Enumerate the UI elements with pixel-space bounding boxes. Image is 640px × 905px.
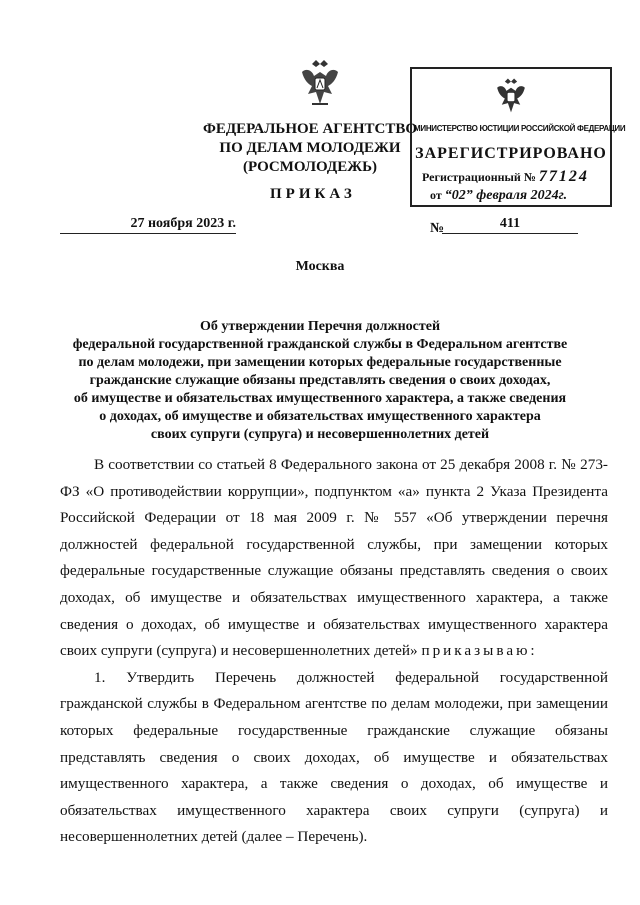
document-body [60,452,608,851]
order-number-label: № [430,221,445,236]
coat-of-arms-emblem [298,58,342,110]
title-line: об имуществе и обязательствах имущественного характера, а также сведения [73,391,567,406]
title-line: по делам молодежи, при замещении которых федеральные государственные [78,355,562,370]
title-line: федеральной государственной гражданской службы в Федеральном агентстве [72,337,568,352]
stamp-reg-value: 77124 [538,168,589,185]
stamp-status: ЗАРЕГИСТРИРОВАНО [415,145,607,162]
agency-name [200,120,420,177]
preamble-paragraph [60,452,608,665]
city: Москва [295,259,345,274]
agency-line-1: ФЕДЕРАЛЬНОЕ АГЕНТСТВО [202,121,418,137]
order-date: 27 ноября 2023 г. [60,216,236,234]
stamp-registration-number [422,168,589,186]
stamp-date-prefix: от [430,188,442,202]
title-line: Об утверждении Перечня должностей [199,319,441,334]
order-number: 411 [442,216,578,234]
document-type: ПРИКАЗ [270,186,356,202]
stamp-emblem-icon [494,77,528,117]
title-line: гражданские служащие обязаны представлять сведения о своих доходах, [89,373,551,388]
stamp-date [430,188,567,204]
title-line: своих супруги (супруга) и несовершеннолетних детей [150,427,490,442]
agency-line-3: (РОСМОЛОДЕЖЬ) [243,159,377,175]
stamp-ministry: МИНИСТЕРСТВО ЮСТИЦИИ РОССИЙСКОЙ ФЕДЕРАЦИИ [414,124,626,133]
item-1-paragraph: 1. Утвердить Перечень должностей федеральной государственной гражданской службы в Федеральном агентстве по делам молодежи, при замещении которых федеральные государственные гражданские служащие обязаны представлять сведения о своих доходах, об имуществе и обязательствах имущественного характера, а также сведения о доходах, об имуществе и обязательствах имущественного характера своих супруги (супруга) и несовершеннолетних детей (далее – Перечень). [60,668,608,846]
registration-stamp [410,67,626,207]
stamp-reg-label: Регистрационный № [422,170,536,184]
agency-line-2: ПО ДЕЛАМ МОЛОДЕЖИ [219,140,401,156]
order-word: приказываю: [421,642,538,660]
title-line: о доходах, об имуществе и обязательствах имущественного характера [99,409,541,424]
preamble-text: В соответствии со статьей 8 Федерального закона от 25 декабря 2008 г. № 273-ФЗ «О противодействии коррупции», подпунктом «а» пункта 2 Указа Президента Российской Федерации от 18 мая 2009 г. № 557 «Об утверждении перечня должностей федеральной государственной службы, при замещении которых федеральные государственные служащие обязаны представлять сведения о своих доходах, об имуществе и обязательствах имущественного характера, а также сведения о доходах, об имуществе и обязательствах имущественного характера своих супруги (супруга) и несовершеннолетних детей» [60,456,608,660]
document-title [40,318,600,444]
stamp-date-value: “02” февраля 2024г. [444,188,568,203]
